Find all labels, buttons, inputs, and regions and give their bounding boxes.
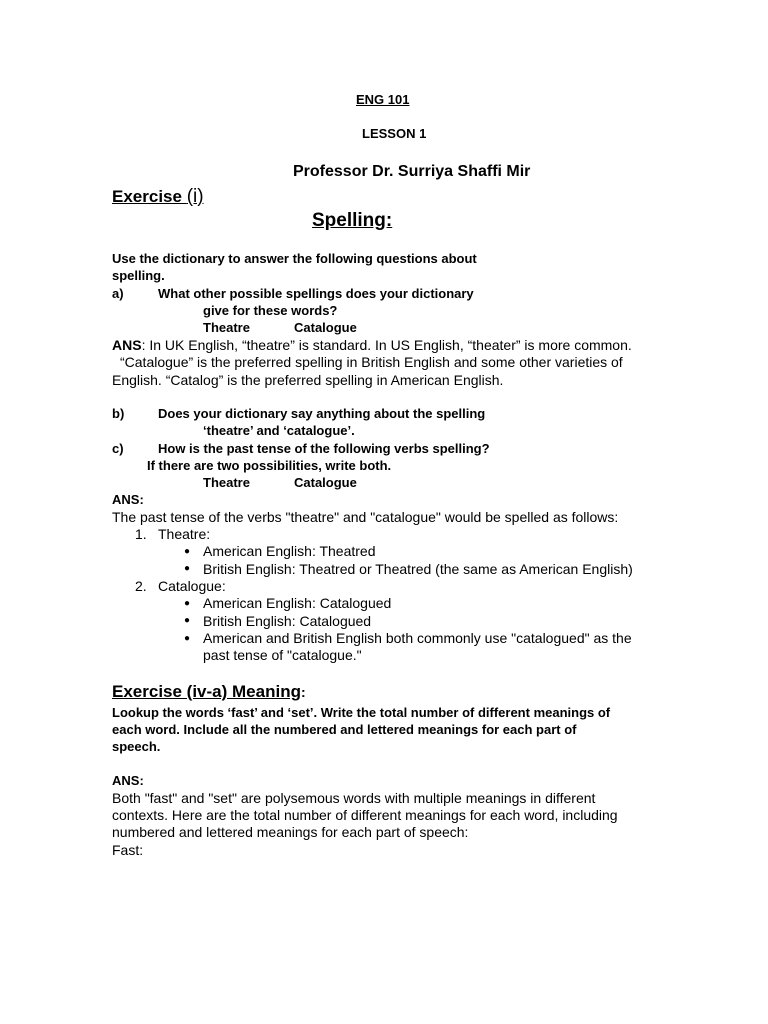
exercise-i-heading: Exercise (i) [112,186,204,207]
question-a-line-2: give for these words? [203,303,338,318]
question-c-marker: c) [112,441,124,456]
intro-line-2: spelling. [112,268,165,283]
bullet-icon: ● [184,563,191,574]
word-theatre: Theatre [203,320,250,335]
bullet-icon: ● [184,598,191,609]
iva-answer-line-3: numbered and lettered meanings for each part of speech: [112,824,469,840]
exercise-iva-heading: Exercise (iv-a) Meaning: [112,682,306,701]
answer-c-intro: The past tense of the verbs "theatre" and "catalogue" would be spelled as follows: [112,509,619,525]
list-2-heading: Catalogue: [158,578,226,594]
iva-prompt-line-1: Lookup the words ‘fast’ and ‘set’. Write the total number of different meanings of [112,705,611,720]
list-2-bullet-2: British English: Catalogued [203,613,372,629]
question-a-line-1: What other possible spellings does your dictionary [158,286,474,301]
iva-answer-label: ANS: [112,773,144,788]
word-catalogue: Catalogue [294,320,357,335]
iva-answer-line-2: contexts. Here are the total number of different meanings for each word, including [112,807,618,823]
list-1-number: 1. [135,526,147,542]
intro-line-1: Use the dictionary to answer the following questions about [112,251,477,266]
answer-a-line-2: “Catalogue” is the preferred spelling in British English and some other varieties of [120,354,623,370]
list-2-bullet-3-line-1: American and British English both commonly use "catalogued" as the [203,630,632,646]
question-b-marker: b) [112,406,125,421]
list-2-bullet-3-line-2: past tense of "catalogue." [203,647,362,663]
spelling-title: Spelling: [312,210,393,231]
bullet-icon: ● [184,615,191,626]
iva-prompt-line-3: speech. [112,739,161,754]
iva-prompt-line-2: each word. Include all the numbered and lettered meanings for each part of [112,722,577,737]
professor-name: Professor Dr. Surriya Shaffi Mir [293,163,531,180]
question-b-line-1: Does your dictionary say anything about the spelling [158,406,486,421]
question-b-line-2: ‘theatre’ and ‘catalogue’. [203,423,355,438]
lesson-number: LESSON 1 [362,126,427,141]
bullet-icon: ● [184,546,191,557]
word-catalogue-2: Catalogue [294,475,357,490]
list-2-bullet-1: American English: Catalogued [203,595,392,611]
iva-answer-line-1: Both "fast" and "set" are polysemous words with multiple meanings in different [112,790,596,806]
list-1-bullet-1: American English: Theatred [203,543,376,559]
iva-answer-line-4: Fast: [112,842,144,858]
answer-c-label: ANS: [112,492,144,507]
answer-a-line-3: English. “Catalog” is the preferred spelling in American English. [112,372,504,388]
answer-a-line-1: ANS: In UK English, “theatre” is standard. In US English, “theater” is more common. [112,337,632,353]
question-c-line-1: How is the past tense of the following verbs spelling? [158,441,490,456]
bullet-icon: ● [184,633,191,644]
list-2-number: 2. [135,578,147,594]
course-code: ENG 101 [356,92,410,107]
question-a-marker: a) [112,286,124,301]
list-1-heading: Theatre: [158,526,211,542]
question-c-line-2: If there are two possibilities, write both. [147,458,392,473]
word-theatre-2: Theatre [203,475,250,490]
list-1-bullet-2: British English: Theatred or Theatred (the same as American English) [203,561,633,577]
